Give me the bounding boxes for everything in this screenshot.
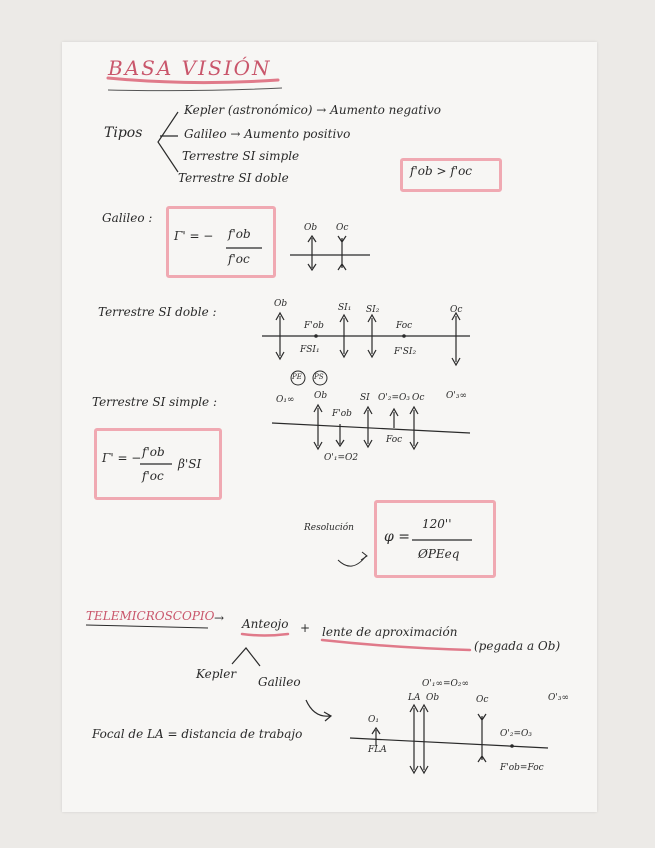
tipos-item-simple: Terrestre SI simple (182, 149, 300, 163)
doble-si1-label: SI₁ (338, 303, 352, 313)
tele-o1-arrow (372, 728, 380, 746)
simple-oc-lens (410, 407, 418, 449)
tele-kepler: Kepler (196, 667, 237, 681)
tele-galileo: Galileo (258, 675, 301, 689)
tele-f-point (510, 744, 514, 748)
page-title: BASA VISIÓN (108, 56, 272, 80)
simple-si-lens (364, 407, 372, 447)
tele-ob-label: Ob (426, 693, 440, 703)
simple-label: Terrestre SI simple : (92, 395, 218, 409)
simple-o1-arrow (336, 424, 344, 446)
simple-si-label: SI (360, 393, 370, 403)
simple-o1prime-label: O'₁=O2 (324, 453, 359, 463)
tele-oc-label: Oc (476, 695, 489, 705)
tele-la-label: LA (408, 693, 421, 703)
galileo-formula-den: f'oc (228, 252, 250, 266)
simple-o2-label: O'₂=O₃ (378, 393, 410, 403)
tele-heading-underline (86, 625, 208, 628)
resolucion-formula-lhs: φ = (384, 529, 410, 545)
simple-formula-rhs: β'SI (178, 457, 202, 471)
tipos-label: Tipos (104, 125, 143, 141)
galileo-formula-lhs: Γ' = − (174, 229, 214, 243)
pe-label: PE (292, 373, 302, 381)
anteojo-underline (242, 634, 288, 636)
galileo-ob-label: Ob (304, 223, 318, 233)
tele-branch (232, 648, 260, 666)
tele-plus: + (300, 621, 311, 635)
tele-o3inf-label: O'₃∞ (548, 693, 569, 703)
tele-oc-lens (478, 714, 486, 762)
tele-fla-label: FLA (368, 745, 387, 755)
galileo-ob-lens (308, 236, 316, 270)
doble-oc-label: Oc (450, 305, 463, 315)
tele-la-lens (410, 705, 418, 773)
doble-oc-lens (452, 313, 460, 365)
simple-axis (272, 423, 470, 433)
lente-underline (322, 640, 470, 650)
tele-fob-foc-label: F'ob=Foc (500, 763, 544, 773)
doble-ob-label: Ob (274, 299, 288, 309)
simple-fob-label: F'ob (332, 409, 352, 419)
tele-o1-label: O₁ (368, 715, 379, 725)
galileo-formula-num: f'ob (228, 227, 251, 241)
tele-anteojo: Anteojo (242, 617, 289, 631)
resolucion-formula-den: ØPEeq (418, 547, 460, 561)
galileo-oc-lens (338, 236, 346, 270)
simple-ob-label: Ob (314, 391, 328, 401)
galileo-label: Galileo : (102, 211, 153, 225)
simple-oc-label: Oc (412, 393, 425, 403)
tele-footer: Focal de LA = distancia de trabajo (92, 727, 303, 741)
doble-label: Terrestre SI doble : (98, 305, 217, 319)
galileo-oc-label: Oc (336, 223, 349, 233)
tele-arrow-text: → (214, 611, 225, 625)
simple-o2-arrow (390, 409, 398, 428)
tipos-bracket (158, 112, 178, 172)
resolucion-label: Resolución (304, 523, 354, 533)
tipos-item-galileo: Galileo → Aumento positivo (184, 127, 351, 141)
simple-formula-lhs: Γ' = − (102, 451, 142, 465)
title-underline-2 (108, 88, 282, 91)
doble-foc-label: Foc (396, 321, 413, 331)
tipos-item-doble: Terrestre SI doble (178, 171, 289, 185)
simple-ob-lens (314, 405, 322, 449)
tele-ob-lens (420, 705, 428, 773)
doble-fob-point (314, 334, 318, 338)
simple-foc-label: Foc (386, 435, 403, 445)
doble-foc-point (402, 334, 406, 338)
tipos-item-kepler: Kepler (astronómico) → Aumento negativo (184, 103, 441, 117)
doble-fsi2-label: F'SI₂ (394, 347, 417, 357)
doble-fsi1-label: FSI₁ (300, 345, 320, 355)
tele-heading: TELEMICROSCOPIO (86, 609, 215, 623)
condition-text: f'ob > f'oc (410, 164, 473, 178)
tele-note: (pegada a Ob) (474, 639, 561, 653)
simple-o1-label: O₁∞ (276, 395, 295, 405)
simple-o3-label: O'₃∞ (446, 391, 467, 401)
simple-formula-den: f'oc (142, 469, 164, 483)
simple-formula-num: f'ob (142, 445, 165, 459)
doble-si2-label: SI₂ (366, 305, 380, 315)
tele-lente: lente de aproximación (322, 625, 458, 639)
tele-o1inf-label: O'₁∞=O₂∞ (422, 679, 469, 689)
resolucion-arrow (338, 556, 366, 566)
ps-label: PS (314, 373, 324, 381)
resolucion-formula-num: 120'' (422, 517, 452, 531)
tele-o2-label: O'₂=O₃ (500, 729, 532, 739)
doble-fob-label: F'ob (304, 321, 324, 331)
